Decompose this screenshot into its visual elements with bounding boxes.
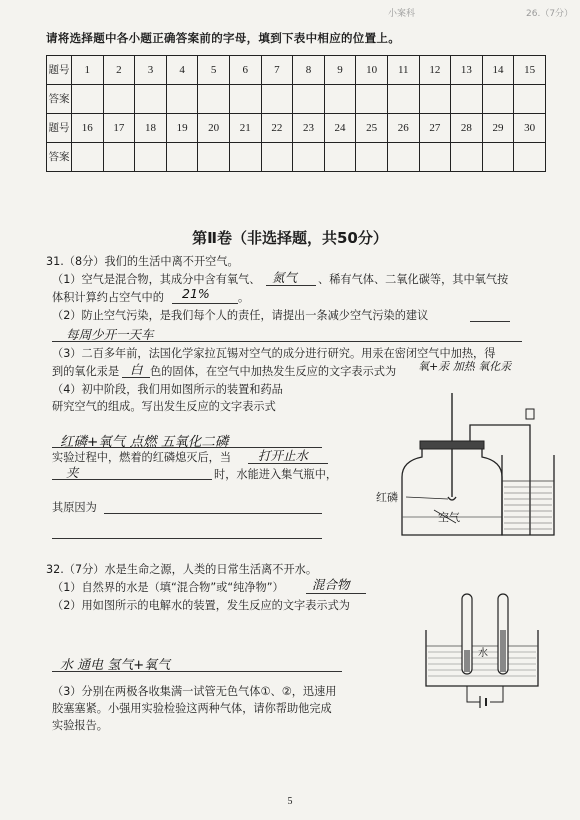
- table-instruction: 请将选择题中各小题正确答案前的字母，填到下表中相应的位置上。: [46, 31, 400, 45]
- q31-p1-a: （1）空气是混合物，其成分中含有氧气、: [52, 273, 261, 286]
- answer-cell[interactable]: [166, 143, 198, 172]
- answer-label: 答案: [47, 143, 72, 172]
- header-corner-mark: 26.（7分）: [526, 9, 574, 19]
- answer-cell[interactable]: [419, 85, 451, 114]
- header-subject-mark: 小案科: [388, 9, 416, 19]
- answer-line: [104, 513, 322, 514]
- q31-p3-b2: 色的固体，在空气中加热发生反应的文字表示式为: [150, 365, 397, 378]
- q31-answer-open-clamp: 打开止水: [258, 448, 309, 463]
- q31-p3-a: （3）二百多年前，法国化学家拉瓦锡对空气的成分进行研究。用汞在密闭空气中加热，得: [52, 347, 496, 360]
- q31-answer-phosphorus-eq: 红磷+氧气 点燃 五氧化二磷: [60, 434, 229, 450]
- answer-cell[interactable]: [72, 143, 104, 172]
- answer-line: [470, 321, 510, 322]
- q31-answer-clamp-end: 夹: [66, 465, 79, 480]
- answer-line: [52, 341, 522, 342]
- qnum: 23: [293, 114, 325, 143]
- q32-p3-b: 胶塞塞紧。小强用实验检验这两种气体，请你帮助他完成: [52, 702, 332, 715]
- answer-cell[interactable]: [451, 85, 483, 114]
- qnum: 13: [451, 56, 483, 85]
- answer-cell[interactable]: [293, 85, 325, 114]
- figure-label-phosphorus: 红磷: [376, 491, 398, 504]
- answer-cell[interactable]: [293, 143, 325, 172]
- q31-p1-d: 。: [238, 291, 250, 304]
- q32-p2-a: （2）用如图所示的电解水的装置，发生反应的文字表示式为: [52, 599, 350, 612]
- qnum: 26: [387, 114, 419, 143]
- qnum: 6: [229, 56, 261, 85]
- answer-cell[interactable]: [135, 143, 167, 172]
- figure-label-air: 空气: [438, 511, 460, 524]
- q31-p1-b: 、稀有气体、二氧化碳等，其中氧气按: [318, 273, 509, 286]
- answer-cell[interactable]: [387, 85, 419, 114]
- answer-cell[interactable]: [261, 143, 293, 172]
- answer-line: [248, 463, 328, 464]
- qnum: 14: [482, 56, 514, 85]
- q31-p4-c: 实验过程中，燃着的红磷熄灭后，当: [52, 451, 232, 464]
- qnum: 1: [72, 56, 104, 85]
- qnum: 28: [451, 114, 483, 143]
- q31-p4-d: 时，水能进入集气瓶中，: [214, 468, 338, 481]
- qnum: 4: [166, 56, 198, 85]
- qnum: 18: [135, 114, 167, 143]
- q32-answer-mixture: 混合物: [312, 577, 350, 592]
- qnum: 12: [419, 56, 451, 85]
- answer-cell[interactable]: [229, 85, 261, 114]
- answer-cell[interactable]: [72, 85, 104, 114]
- answer-line: [52, 538, 322, 539]
- answer-cell[interactable]: [198, 143, 230, 172]
- answer-cell[interactable]: [324, 85, 356, 114]
- answer-line: [266, 285, 316, 286]
- qnum: 17: [103, 114, 135, 143]
- answer-cell[interactable]: [514, 143, 546, 172]
- qnum: 8: [293, 56, 325, 85]
- q31-p4-b: 研究空气的组成。写出发生反应的文字表示式: [52, 400, 276, 413]
- q31-p4-a: （4）初中阶段，我们用如图所示的装置和药品: [52, 383, 283, 396]
- answer-cell[interactable]: [387, 143, 419, 172]
- q32-p3-c: 实验报告。: [52, 719, 108, 732]
- section-title: 第Ⅱ卷（非选择题，共50分）: [192, 229, 388, 247]
- qnum: 24: [324, 114, 356, 143]
- question-label: 题号: [47, 114, 72, 143]
- answer-line: [172, 303, 238, 304]
- qnum: 27: [419, 114, 451, 143]
- answer-cell[interactable]: [103, 85, 135, 114]
- q32-p3-a: （3）分别在两极各收集满一试管无色气体①、②，迅速用: [52, 685, 337, 698]
- qnum: 30: [514, 114, 546, 143]
- q31-p2-a: （2）防止空气污染，是我们每个人的责任，请提出一条减少空气污染的建议: [52, 309, 429, 322]
- q31-p4-e: 其原因为: [52, 501, 97, 514]
- answer-line: [306, 593, 366, 594]
- qnum: 16: [72, 114, 104, 143]
- q31-answer-mercury-eq: 氧+汞 加热 氧化汞: [418, 360, 512, 373]
- q32-answer-electrolysis-eq: 水 通电 氢气+氧气: [60, 658, 171, 673]
- answer-cell[interactable]: [198, 85, 230, 114]
- answer-cell[interactable]: [419, 143, 451, 172]
- figure-label-water: 水: [478, 648, 488, 659]
- q31-answer-nitrogen: 氮气: [272, 270, 298, 285]
- answer-cell[interactable]: [356, 143, 388, 172]
- qnum: 11: [387, 56, 419, 85]
- q31-answer-color: 白: [130, 362, 143, 377]
- answer-cell[interactable]: [356, 85, 388, 114]
- q31-answer-suggestion: 每周少开一天车: [66, 327, 154, 342]
- question-label: 题号: [47, 56, 72, 85]
- qnum: 19: [166, 114, 198, 143]
- q31-p3-b1: 到的氧化汞是: [52, 365, 120, 378]
- qnum: 3: [135, 56, 167, 85]
- q31-p1-c: 体积计算约占空气中的: [52, 291, 164, 304]
- answer-cell[interactable]: [482, 85, 514, 114]
- qnum: 22: [261, 114, 293, 143]
- answer-cell[interactable]: [135, 85, 167, 114]
- answer-cell[interactable]: [261, 85, 293, 114]
- qnum: 10: [356, 56, 388, 85]
- qnum: 2: [103, 56, 135, 85]
- answer-table: [46, 55, 546, 172]
- qnum: 25: [356, 114, 388, 143]
- answer-cell[interactable]: [482, 143, 514, 172]
- qnum: 5: [198, 56, 230, 85]
- qnum: 9: [324, 56, 356, 85]
- answer-cell[interactable]: [229, 143, 261, 172]
- qnum: 20: [198, 114, 230, 143]
- page-number: 5: [287, 796, 293, 807]
- answer-line: [52, 479, 212, 480]
- answer-line: [122, 377, 150, 378]
- q32-p1-a: （1）自然界的水是（填“混合物”或“纯净物”）: [52, 581, 284, 594]
- answer-label: 答案: [47, 85, 72, 114]
- answer-line: [52, 671, 342, 672]
- answer-cell[interactable]: [451, 143, 483, 172]
- qnum: 21: [229, 114, 261, 143]
- q32-stem: 32.（7分）水是生命之源，人类的日常生活离不开水。: [46, 563, 318, 576]
- qnum: 7: [261, 56, 293, 85]
- answer-cell[interactable]: [166, 85, 198, 114]
- q31-answer-percent: 21%: [182, 286, 210, 301]
- answer-cell[interactable]: [324, 143, 356, 172]
- answer-cell[interactable]: [103, 143, 135, 172]
- q31-stem: 31.（8分）我们的生活中离不开空气。: [46, 255, 239, 268]
- qnum: 15: [514, 56, 546, 85]
- answer-cell[interactable]: [514, 85, 546, 114]
- qnum: 29: [482, 114, 514, 143]
